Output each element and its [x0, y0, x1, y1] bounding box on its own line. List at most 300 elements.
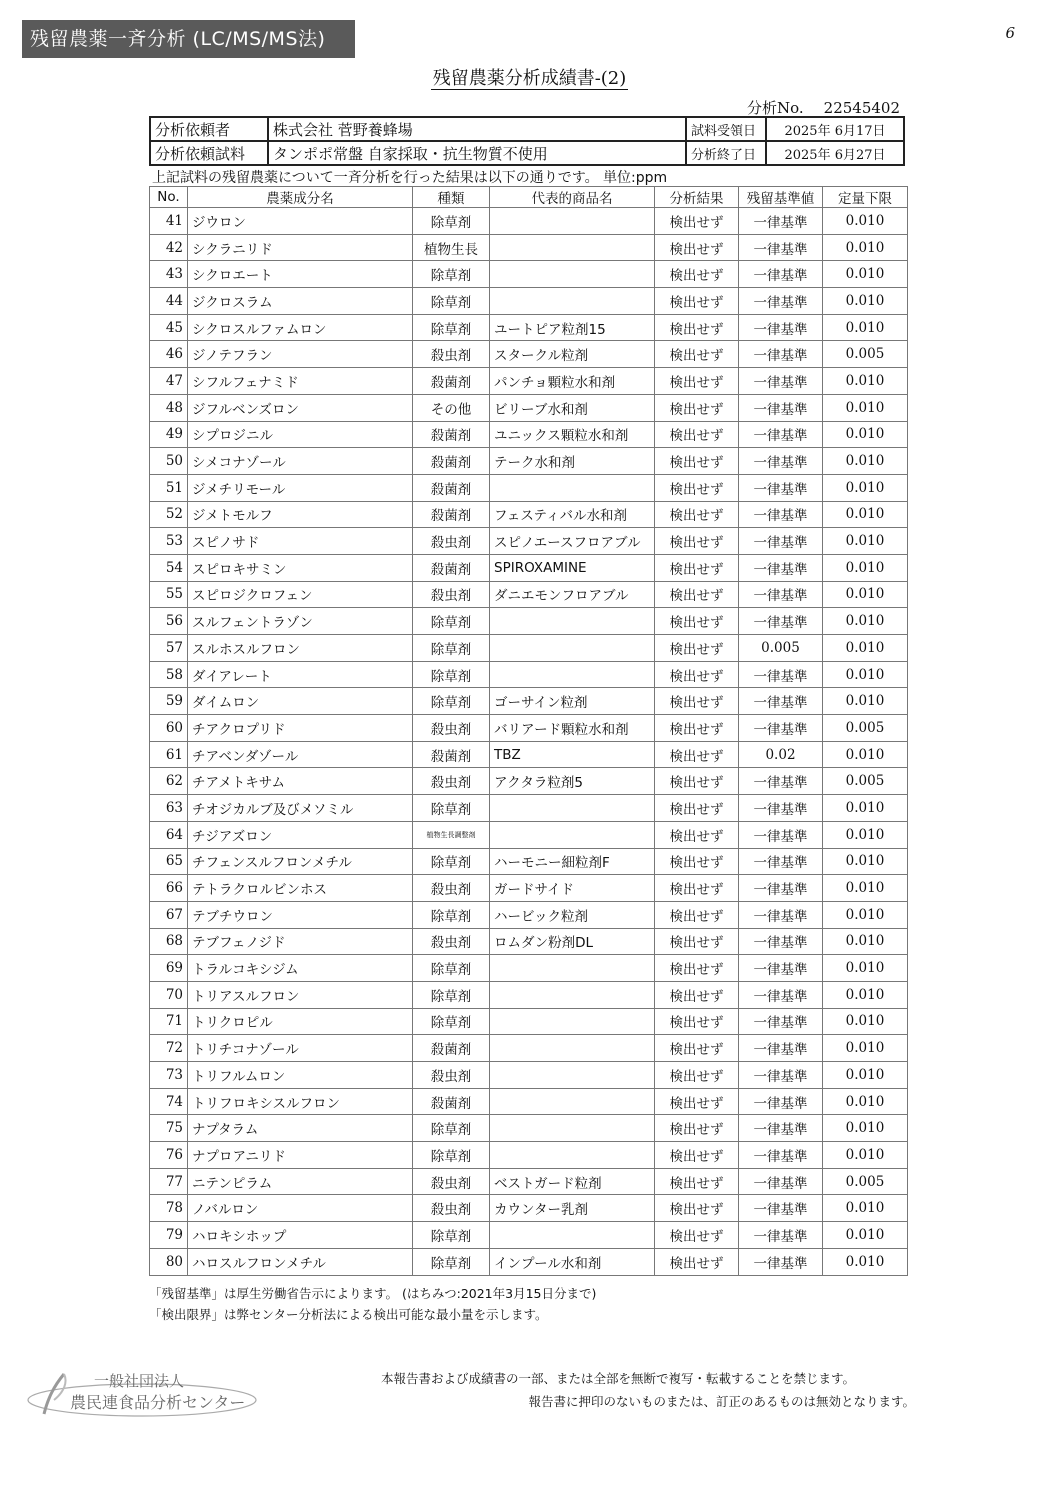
analysis-result: 検出せず	[655, 795, 739, 822]
document-title-text: 残留農薬分析成績書-(2)	[432, 68, 627, 89]
table-row	[150, 341, 908, 368]
row-no: 57	[150, 635, 188, 662]
product-name: ロムダン粉剤DL	[490, 928, 655, 955]
received-date-label: 試料受領日	[686, 117, 766, 141]
product-name	[490, 821, 655, 848]
pesticide-type: 除草剤	[413, 635, 490, 662]
analysis-result: 検出せず	[655, 1035, 739, 1062]
pesticide-type: 除草剤	[413, 208, 490, 235]
product-name	[490, 208, 655, 235]
residue-limit: 一律基準	[739, 1088, 823, 1115]
product-name	[490, 795, 655, 822]
pesticide-type: 除草剤	[413, 314, 490, 341]
residue-limit: 一律基準	[739, 688, 823, 715]
table-row	[150, 1008, 908, 1035]
product-name: スタークル粒剤	[490, 341, 655, 368]
product-name: バリアード顆粒水和剤	[490, 715, 655, 742]
pesticide-type: 除草剤	[413, 688, 490, 715]
row-no: 64	[150, 821, 188, 848]
residue-limit: 一律基準	[739, 1222, 823, 1249]
page-number: 6	[1005, 24, 1015, 42]
product-name: ハーモニー細粒剤F	[490, 848, 655, 875]
residue-limit: 一律基準	[739, 1008, 823, 1035]
analysis-result: 検出せず	[655, 1088, 739, 1115]
row-no: 43	[150, 261, 188, 288]
quant-limit: 0.010	[823, 528, 908, 555]
analysis-result: 検出せず	[655, 421, 739, 448]
product-name	[490, 1088, 655, 1115]
product-name	[490, 261, 655, 288]
pesticide-name: ジクロスラム	[188, 288, 413, 315]
analysis-result: 検出せず	[655, 288, 739, 315]
pesticide-type: 殺菌剤	[413, 448, 490, 475]
quant-limit: 0.010	[823, 314, 908, 341]
pesticide-name: ハロスルフロンメチル	[188, 1248, 413, 1275]
product-name	[490, 1008, 655, 1035]
logo-line-1: 一般社団法人	[94, 1372, 185, 1390]
residue-limit: 一律基準	[739, 448, 823, 475]
pesticide-type: 除草剤	[413, 901, 490, 928]
pesticide-name: トリフルムロン	[188, 1062, 413, 1089]
quant-limit: 0.010	[823, 1115, 908, 1142]
row-no: 80	[150, 1248, 188, 1275]
pesticide-name: チジアズロン	[188, 821, 413, 848]
pesticide-type: 除草剤	[413, 261, 490, 288]
footnote-detection-limit: 「検出限界」は弊センター分析法による検出可能な最小量を示します。	[149, 1307, 548, 1322]
quant-limit: 0.010	[823, 848, 908, 875]
residue-limit: 一律基準	[739, 1035, 823, 1062]
product-name: SPIROXAMINE	[490, 554, 655, 581]
pesticide-type: 除草剤	[413, 1142, 490, 1169]
pesticide-type: 殺虫剤	[413, 528, 490, 555]
residue-limit: 一律基準	[739, 394, 823, 421]
residue-limit: 一律基準	[739, 554, 823, 581]
pesticide-type: 除草剤	[413, 981, 490, 1008]
quant-limit: 0.010	[823, 208, 908, 235]
pesticide-type: 殺虫剤	[413, 715, 490, 742]
residue-limit: 一律基準	[739, 234, 823, 261]
product-name: ハービック粒剤	[490, 901, 655, 928]
analysis-result: 検出せず	[655, 554, 739, 581]
row-no: 47	[150, 368, 188, 395]
header-residue-limit: 残留基準値	[739, 187, 823, 208]
row-no: 68	[150, 928, 188, 955]
analysis-result: 検出せず	[655, 901, 739, 928]
pesticide-name: チアベンダゾール	[188, 741, 413, 768]
copyright-notice: 本報告書および成績書の一部、または全部を無断で複写・転載することを禁じます。	[381, 1371, 856, 1386]
pesticide-type: 殺虫剤	[413, 581, 490, 608]
analysis-result: 検出せず	[655, 1248, 739, 1275]
product-name: ユートピア粒剤15	[490, 314, 655, 341]
pesticide-type: 除草剤	[413, 1115, 490, 1142]
client-value: 株式会社 菅野養蜂場	[268, 117, 686, 141]
residue-limit: 一律基準	[739, 981, 823, 1008]
row-no: 52	[150, 501, 188, 528]
row-no: 60	[150, 715, 188, 742]
pesticide-name: スピロジクロフェン	[188, 581, 413, 608]
product-name: ユニックス顆粒水和剤	[490, 421, 655, 448]
quant-limit: 0.010	[823, 261, 908, 288]
quant-limit: 0.010	[823, 554, 908, 581]
row-no: 66	[150, 875, 188, 902]
header-type: 種類	[413, 187, 490, 208]
product-name: ベストガード粒剤	[490, 1168, 655, 1195]
table-row	[150, 688, 908, 715]
row-no: 67	[150, 901, 188, 928]
table-row	[150, 741, 908, 768]
table-row	[150, 421, 908, 448]
row-no: 74	[150, 1088, 188, 1115]
header-result: 分析結果	[655, 187, 739, 208]
product-name	[490, 1222, 655, 1249]
analysis-result: 検出せず	[655, 1142, 739, 1169]
pesticide-type: 殺虫剤	[413, 1168, 490, 1195]
row-no: 49	[150, 421, 188, 448]
pesticide-type: 除草剤	[413, 608, 490, 635]
table-row	[150, 1195, 908, 1222]
product-name	[490, 608, 655, 635]
row-no: 44	[150, 288, 188, 315]
pesticide-name: シクラニリド	[188, 234, 413, 261]
residue-limit: 一律基準	[739, 1168, 823, 1195]
residue-limit: 一律基準	[739, 768, 823, 795]
product-name	[490, 635, 655, 662]
pesticide-type: 殺菌剤	[413, 501, 490, 528]
residue-limit: 一律基準	[739, 795, 823, 822]
row-no: 45	[150, 314, 188, 341]
footnote-residue-standard: 「残留基準」は厚生労働省告示によります。 (はちみつ:2021年3月15日分まで)	[149, 1286, 597, 1301]
row-no: 50	[150, 448, 188, 475]
pesticide-type: 殺虫剤	[413, 928, 490, 955]
client-info-table	[149, 116, 905, 166]
table-row	[150, 1035, 908, 1062]
table-body	[150, 208, 908, 1276]
row-no: 73	[150, 1062, 188, 1089]
pesticide-name: ジメチリモール	[188, 474, 413, 501]
table-row	[150, 608, 908, 635]
validity-notice: 報告書に押印のないものまたは、訂正のあるものは無効となります。	[528, 1394, 915, 1409]
pesticide-results-table	[149, 186, 908, 1276]
analysis-result: 検出せず	[655, 1222, 739, 1249]
residue-limit: 一律基準	[739, 1062, 823, 1089]
quant-limit: 0.010	[823, 1088, 908, 1115]
sample-value: タンポポ常盤 自家採取・抗生物質不使用	[268, 141, 686, 165]
product-name	[490, 234, 655, 261]
sample-row	[150, 141, 904, 165]
row-no: 62	[150, 768, 188, 795]
pesticide-name: ジメトモルフ	[188, 501, 413, 528]
pesticide-type: 殺虫剤	[413, 875, 490, 902]
product-name	[490, 1142, 655, 1169]
residue-limit: 0.02	[739, 741, 823, 768]
pesticide-name: チオジカルブ及びメソミル	[188, 795, 413, 822]
pesticide-name: シクロエート	[188, 261, 413, 288]
header-quant-limit: 定量下限	[823, 187, 908, 208]
pesticide-type: 殺虫剤	[413, 768, 490, 795]
row-no: 51	[150, 474, 188, 501]
pesticide-type: 殺虫剤	[413, 1062, 490, 1089]
pesticide-name: ジウロン	[188, 208, 413, 235]
table-row	[150, 795, 908, 822]
product-name	[490, 288, 655, 315]
table-row	[150, 1248, 908, 1275]
product-name: ダニエモンフロアブル	[490, 581, 655, 608]
quant-limit: 0.010	[823, 1008, 908, 1035]
residue-limit: 一律基準	[739, 421, 823, 448]
quant-limit: 0.010	[823, 928, 908, 955]
product-name	[490, 1062, 655, 1089]
residue-limit: 一律基準	[739, 261, 823, 288]
pesticide-name: ジノテフラン	[188, 341, 413, 368]
pesticide-type: 殺菌剤	[413, 1035, 490, 1062]
row-no: 65	[150, 848, 188, 875]
pesticide-name: ニテンピラム	[188, 1168, 413, 1195]
residue-limit: 一律基準	[739, 208, 823, 235]
pesticide-type: 植物生長	[413, 234, 490, 261]
row-no: 41	[150, 208, 188, 235]
quant-limit: 0.010	[823, 448, 908, 475]
analysis-result: 検出せず	[655, 314, 739, 341]
intro-text: 上記試料の残留農薬について一斉分析を行った結果は以下の通りです。 単位:ppm	[152, 170, 668, 186]
completed-date-value: 2025年 6月27日	[766, 141, 904, 165]
residue-limit: 一律基準	[739, 474, 823, 501]
table-row	[150, 394, 908, 421]
pesticide-type: 殺虫剤	[413, 1195, 490, 1222]
residue-limit: 一律基準	[739, 661, 823, 688]
pesticide-name: チアメトキサム	[188, 768, 413, 795]
analysis-result: 検出せず	[655, 821, 739, 848]
pesticide-name: シクロスルファムロン	[188, 314, 413, 341]
analysis-result: 検出せず	[655, 741, 739, 768]
center-logo	[24, 1366, 264, 1426]
table-row	[150, 848, 908, 875]
row-no: 53	[150, 528, 188, 555]
table-row	[150, 1142, 908, 1169]
quant-limit: 0.010	[823, 288, 908, 315]
pesticide-type: 殺虫剤	[413, 341, 490, 368]
table-row	[150, 1115, 908, 1142]
header-pesticide-name: 農薬成分名	[188, 187, 413, 208]
row-no: 58	[150, 661, 188, 688]
product-name: カウンター乳剤	[490, 1195, 655, 1222]
pesticide-name: ダイアレート	[188, 661, 413, 688]
table-row	[150, 635, 908, 662]
row-no: 72	[150, 1035, 188, 1062]
residue-limit: 一律基準	[739, 288, 823, 315]
table-row	[150, 501, 908, 528]
pesticide-name: スルフェントラゾン	[188, 608, 413, 635]
pesticide-name: スピノサド	[188, 528, 413, 555]
residue-limit: 一律基準	[739, 928, 823, 955]
product-name: テーク水和剤	[490, 448, 655, 475]
residue-limit: 一律基準	[739, 875, 823, 902]
table-row	[150, 314, 908, 341]
row-no: 78	[150, 1195, 188, 1222]
quant-limit: 0.010	[823, 821, 908, 848]
pesticide-type: 除草剤	[413, 795, 490, 822]
analysis-result: 検出せず	[655, 848, 739, 875]
analysis-result: 検出せず	[655, 448, 739, 475]
analysis-result: 検出せず	[655, 928, 739, 955]
pesticide-name: テブチウロン	[188, 901, 413, 928]
pesticide-name: ダイムロン	[188, 688, 413, 715]
analysis-result: 検出せず	[655, 1008, 739, 1035]
analysis-result: 検出せず	[655, 1115, 739, 1142]
analysis-result: 検出せず	[655, 875, 739, 902]
pesticide-name: ジフルベンズロン	[188, 394, 413, 421]
table-row	[150, 261, 908, 288]
quant-limit: 0.005	[823, 341, 908, 368]
pesticide-name: シプロジニル	[188, 421, 413, 448]
table-row	[150, 448, 908, 475]
table-row	[150, 1088, 908, 1115]
pesticide-name: チアクロプリド	[188, 715, 413, 742]
table-row	[150, 901, 908, 928]
quant-limit: 0.010	[823, 955, 908, 982]
table-row	[150, 581, 908, 608]
table-row	[150, 715, 908, 742]
row-no: 61	[150, 741, 188, 768]
pesticide-name: シフルフェナミド	[188, 368, 413, 395]
pesticide-name: ハロキシホップ	[188, 1222, 413, 1249]
pesticide-type: その他	[413, 394, 490, 421]
analysis-number-label: 分析No.	[747, 99, 804, 117]
residue-limit: 一律基準	[739, 901, 823, 928]
quant-limit: 0.010	[823, 1035, 908, 1062]
report-category-banner: 残留農薬一斉分析 (LC/MS/MS法)	[22, 20, 355, 58]
pesticide-type: 殺菌剤	[413, 368, 490, 395]
residue-limit: 一律基準	[739, 341, 823, 368]
analysis-result: 検出せず	[655, 688, 739, 715]
received-date-value: 2025年 6月17日	[766, 117, 904, 141]
pesticide-name: テブフェノジド	[188, 928, 413, 955]
client-label: 分析依頼者	[150, 117, 268, 141]
residue-limit: 一律基準	[739, 1195, 823, 1222]
analysis-result: 検出せず	[655, 981, 739, 1008]
analysis-result: 検出せず	[655, 715, 739, 742]
row-no: 71	[150, 1008, 188, 1035]
table-header-row	[150, 187, 908, 208]
row-no: 79	[150, 1222, 188, 1249]
product-name: ガードサイド	[490, 875, 655, 902]
quant-limit: 0.010	[823, 581, 908, 608]
table-row	[150, 955, 908, 982]
pesticide-type: 殺菌剤	[413, 1088, 490, 1115]
residue-limit: 一律基準	[739, 1142, 823, 1169]
quant-limit: 0.010	[823, 795, 908, 822]
pesticide-type: 植物生長調整剤	[413, 821, 490, 848]
quant-limit: 0.005	[823, 768, 908, 795]
product-name: ゴーサイン粒剤	[490, 688, 655, 715]
table-row	[150, 1062, 908, 1089]
quant-limit: 0.010	[823, 1142, 908, 1169]
table-row	[150, 474, 908, 501]
table-row	[150, 288, 908, 315]
pesticide-type: 除草剤	[413, 661, 490, 688]
quant-limit: 0.010	[823, 661, 908, 688]
analysis-result: 検出せず	[655, 1168, 739, 1195]
pesticide-name: トリチコナゾール	[188, 1035, 413, 1062]
logo-line-2: 農民連食品分析センター	[70, 1393, 246, 1412]
pesticide-name: トリフロキシスルフロン	[188, 1088, 413, 1115]
row-no: 77	[150, 1168, 188, 1195]
product-name: フェスティバル水和剤	[490, 501, 655, 528]
analysis-result: 検出せず	[655, 394, 739, 421]
table-row	[150, 1168, 908, 1195]
residue-limit: 一律基準	[739, 368, 823, 395]
row-no: 59	[150, 688, 188, 715]
product-name	[490, 1035, 655, 1062]
product-name: パンチョ顆粒水和剤	[490, 368, 655, 395]
analysis-result: 検出せず	[655, 635, 739, 662]
quant-limit: 0.010	[823, 635, 908, 662]
pesticide-name: スピロキサミン	[188, 554, 413, 581]
client-row	[150, 117, 904, 141]
product-name	[490, 661, 655, 688]
pesticide-name: トラルコキシジム	[188, 955, 413, 982]
completed-date-label: 分析終了日	[686, 141, 766, 165]
analysis-number-value: 22545402	[823, 99, 901, 117]
analysis-result: 検出せず	[655, 955, 739, 982]
table-row	[150, 768, 908, 795]
residue-limit: 一律基準	[739, 581, 823, 608]
pesticide-type: 殺菌剤	[413, 421, 490, 448]
quant-limit: 0.010	[823, 394, 908, 421]
product-name: ビリーブ水和剤	[490, 394, 655, 421]
header-no: No.	[150, 187, 188, 208]
product-name	[490, 474, 655, 501]
quant-limit: 0.010	[823, 368, 908, 395]
analysis-result: 検出せず	[655, 341, 739, 368]
pesticide-name: ナプロアニリド	[188, 1142, 413, 1169]
table-row	[150, 661, 908, 688]
quant-limit: 0.010	[823, 1248, 908, 1275]
pesticide-type: 除草剤	[413, 288, 490, 315]
pesticide-type: 除草剤	[413, 1248, 490, 1275]
quant-limit: 0.010	[823, 421, 908, 448]
document-title	[0, 64, 1059, 90]
analysis-result: 検出せず	[655, 208, 739, 235]
table-row	[150, 1222, 908, 1249]
table-row	[150, 981, 908, 1008]
row-no: 55	[150, 581, 188, 608]
pesticide-name: ノバルロン	[188, 1195, 413, 1222]
quant-limit: 0.010	[823, 981, 908, 1008]
quant-limit: 0.005	[823, 1168, 908, 1195]
quant-limit: 0.010	[823, 1195, 908, 1222]
residue-limit: 一律基準	[739, 848, 823, 875]
residue-limit: 0.005	[739, 635, 823, 662]
analysis-result: 検出せず	[655, 608, 739, 635]
pesticide-name: チフェンスルフロンメチル	[188, 848, 413, 875]
product-name: アクタラ粒剤5	[490, 768, 655, 795]
residue-limit: 一律基準	[739, 608, 823, 635]
quant-limit: 0.010	[823, 608, 908, 635]
quant-limit: 0.010	[823, 474, 908, 501]
quant-limit: 0.010	[823, 1222, 908, 1249]
table-row	[150, 368, 908, 395]
row-no: 46	[150, 341, 188, 368]
residue-limit: 一律基準	[739, 1248, 823, 1275]
quant-limit: 0.010	[823, 501, 908, 528]
pesticide-name: トリクロピル	[188, 1008, 413, 1035]
pesticide-name: テトラクロルビンホス	[188, 875, 413, 902]
header-product-name: 代表的商品名	[490, 187, 655, 208]
product-name: インプール水和剤	[490, 1248, 655, 1275]
table-row	[150, 208, 908, 235]
row-no: 54	[150, 554, 188, 581]
pesticide-type: 除草剤	[413, 955, 490, 982]
